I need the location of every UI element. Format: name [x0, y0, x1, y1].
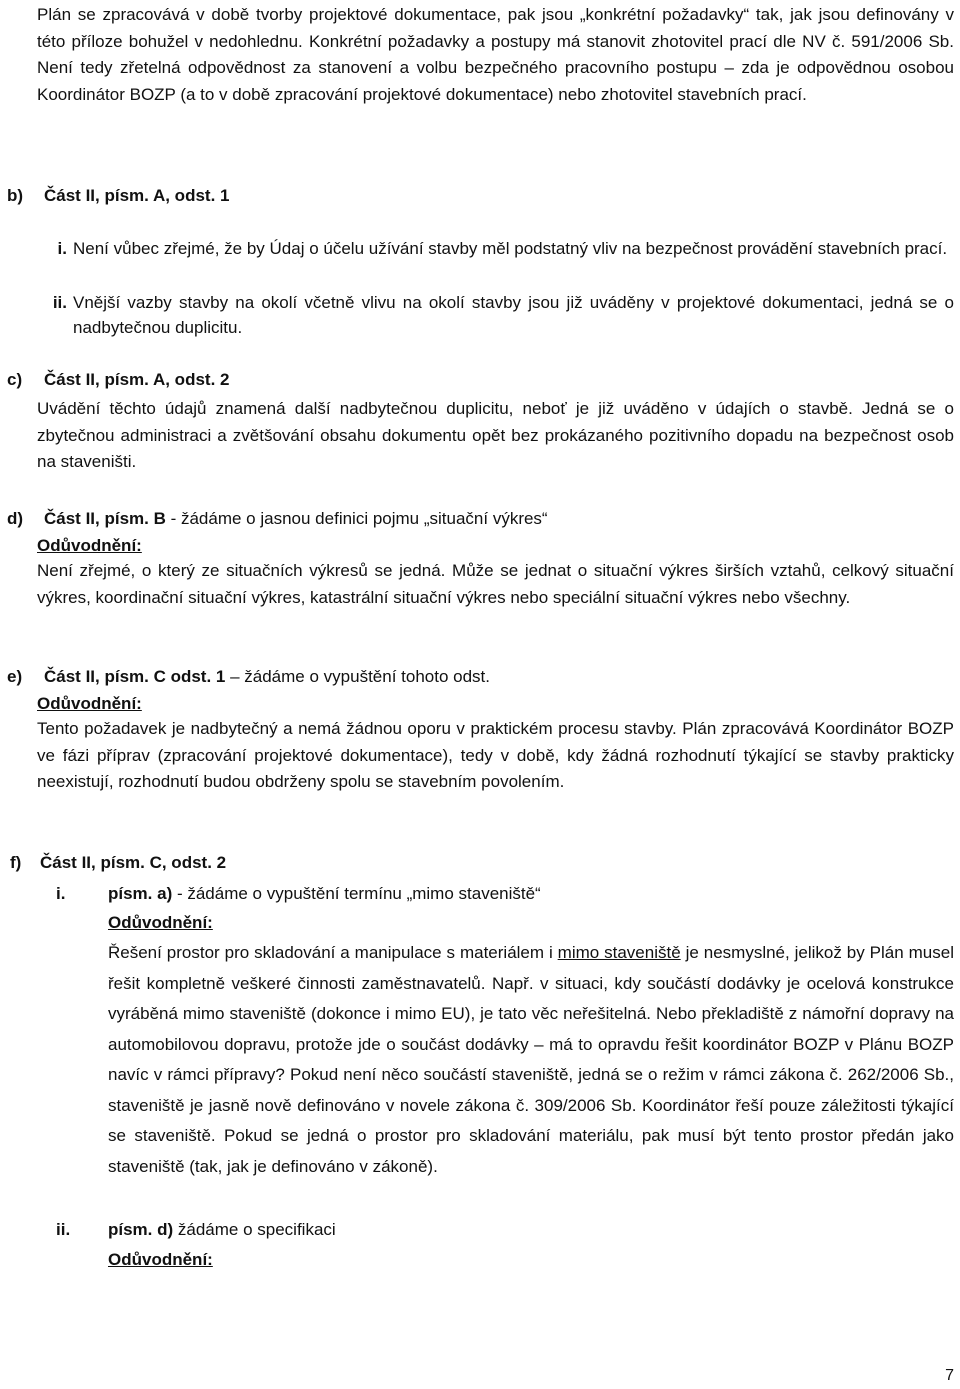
item-number: ii. [52, 293, 67, 312]
sub-i-text-after: je nesmyslné, jelikož by Plán musel řešit kompletně veškeré činnosti zaměstnavatelů. Např. v situaci, kdy součástí dodávky je ocelová konstrukce vyráběná mimo staveniště (dokonce i mimo EU), je tato věc neřešitelná. Nebo překladiště z námořní dopravy na automobilovou dopravu, protože jde o součást dodávky – má to opravdu řešit koordinátor BOZP v Plánu BOZP navíc v rámci přípravy? Pokud není něco součástí staveniště, jedná se o režim v rámci zákona č. 262/2006 Sb., staveniště je jasně nově definováno v novele zákona č. 309/2006 Sb. Koordinátor řeší pouze záležitosti týkající se staveniště. Pokud se jedná o prostor pro skladování materiálu, pak musí být tento prostor předán jako staveniště (tak, jak je definováno v zákoně). [108, 943, 954, 1176]
sub-i-title-bold: písm. a) [108, 884, 173, 903]
section-b-item-ii [37, 290, 954, 342]
section-f-sub-i-heading [56, 881, 956, 909]
sub-ii-reason-label: Odůvodnění: [108, 1250, 213, 1269]
sub-i-paragraph [108, 938, 954, 1182]
intro-paragraph: Plán se zpracovává v době tvorby projektové dokumentace, pak jsou „konkrétní požadavky“ tak, jak jsou definovány v této příloze bohužel v nedohlednu. Konkrétní požadavky a postupy má stanovit zhotovitel prací dle NV č. 591/2006 Sb. Není tedy zřetelná odpovědnost za stanovení a volbu bezpečného pracovního postupu – zda je odpovědnou osobou Koordinátor BOZP (a to v době zpracování projektové dokumentace) nebo zhotovitel stavebních prací. [37, 5, 954, 104]
section-b-label: b) [7, 186, 24, 205]
sub-i-title-rest: - žádáme o vypuštění termínu „mimo staveniště“ [172, 884, 541, 903]
section-d-heading [7, 506, 548, 532]
section-e-heading [7, 664, 490, 690]
sub-number: i. [56, 884, 66, 903]
section-e-paragraph: Tento požadavek je nadbytečný a nemá žádnou oporu v praktickém procesu stavby. Plán zpracovává Koordinátor BOZP ve fázi příprav (zpracování projektové dokumentace), tedy v době, kdy žádná rozhodnutí týkající se stavby prakticky neexistují, rozhodnutí budou obdrženy spolu se stavebním povolením. [37, 719, 954, 791]
section-e-label: e) [7, 667, 23, 686]
section-f-sub-ii-heading [56, 1217, 956, 1245]
section-c-paragraph: Uvádění těchto údajů znamená další nadbytečnou duplicitu, neboť je již uváděno v údajích o stavbě. Jedná se o zbytečnou administraci a zvětšování obsahu dokumentu opět bez prokázaného pozitivního dopadu na bezpečnost osob na staveništi. [37, 399, 954, 471]
section-d-title-rest: - žádáme o jasnou definici pojmu „situační výkres“ [165, 509, 548, 528]
section-d-reason-label: Odůvodnění: [37, 536, 142, 555]
section-d-label: d) [7, 509, 24, 528]
section-b-heading [7, 183, 229, 209]
section-f-heading [10, 850, 226, 876]
section-e-title-bold: Část II, písm. C odst. 1 [44, 667, 226, 686]
section-c-heading [7, 367, 229, 393]
sub-ii-title-rest: žádáme o specifikaci [173, 1220, 336, 1239]
section-b-item-i [37, 236, 954, 288]
section-f-title: Část II, písm. C, odst. 2 [40, 853, 227, 872]
section-c-title: Část II, písm. A, odst. 2 [44, 370, 230, 389]
section-e-reason-label: Odůvodnění: [37, 694, 142, 713]
sub-i-text-underlined: mimo staveniště [557, 943, 681, 962]
sub-ii-title-bold: písm. d) [108, 1220, 174, 1239]
section-c-label: c) [7, 370, 23, 389]
sub-i-text-before: Řešení prostor pro skladování a manipulace s materiálem i [108, 943, 558, 962]
section-d-title-bold: Část II, písm. B [44, 509, 166, 528]
item-text: Vnější vazby stavby na okolí včetně vlivu na okolí stavby jsou již uváděny v projektové dokumentaci, jedná se o nadbytečnou duplicitu. [73, 293, 954, 337]
sub-number: ii. [56, 1220, 71, 1239]
item-number: i. [57, 239, 67, 258]
page-number: 7 [945, 1367, 954, 1384]
section-f-label: f) [10, 853, 22, 872]
item-text: Není vůbec zřejmé, že by Údaj o účelu užívání stavby měl podstatný vliv na bezpečnost provádění stavebních prací. [73, 239, 948, 258]
section-b-title: Část II, písm. A, odst. 1 [44, 186, 230, 205]
sub-i-reason-label: Odůvodnění: [108, 913, 213, 932]
section-d-paragraph: Není zřejmé, o který ze situačních výkresů se jedná. Může se jednat o situační výkres širších vztahů, celkový situační výkres, koordinační situační výkres, katastrální situační výkres nebo speciální situační výkres nebo všechny. [37, 561, 954, 607]
section-e-title-rest: – žádáme o vypuštění tohoto odst. [225, 667, 490, 686]
